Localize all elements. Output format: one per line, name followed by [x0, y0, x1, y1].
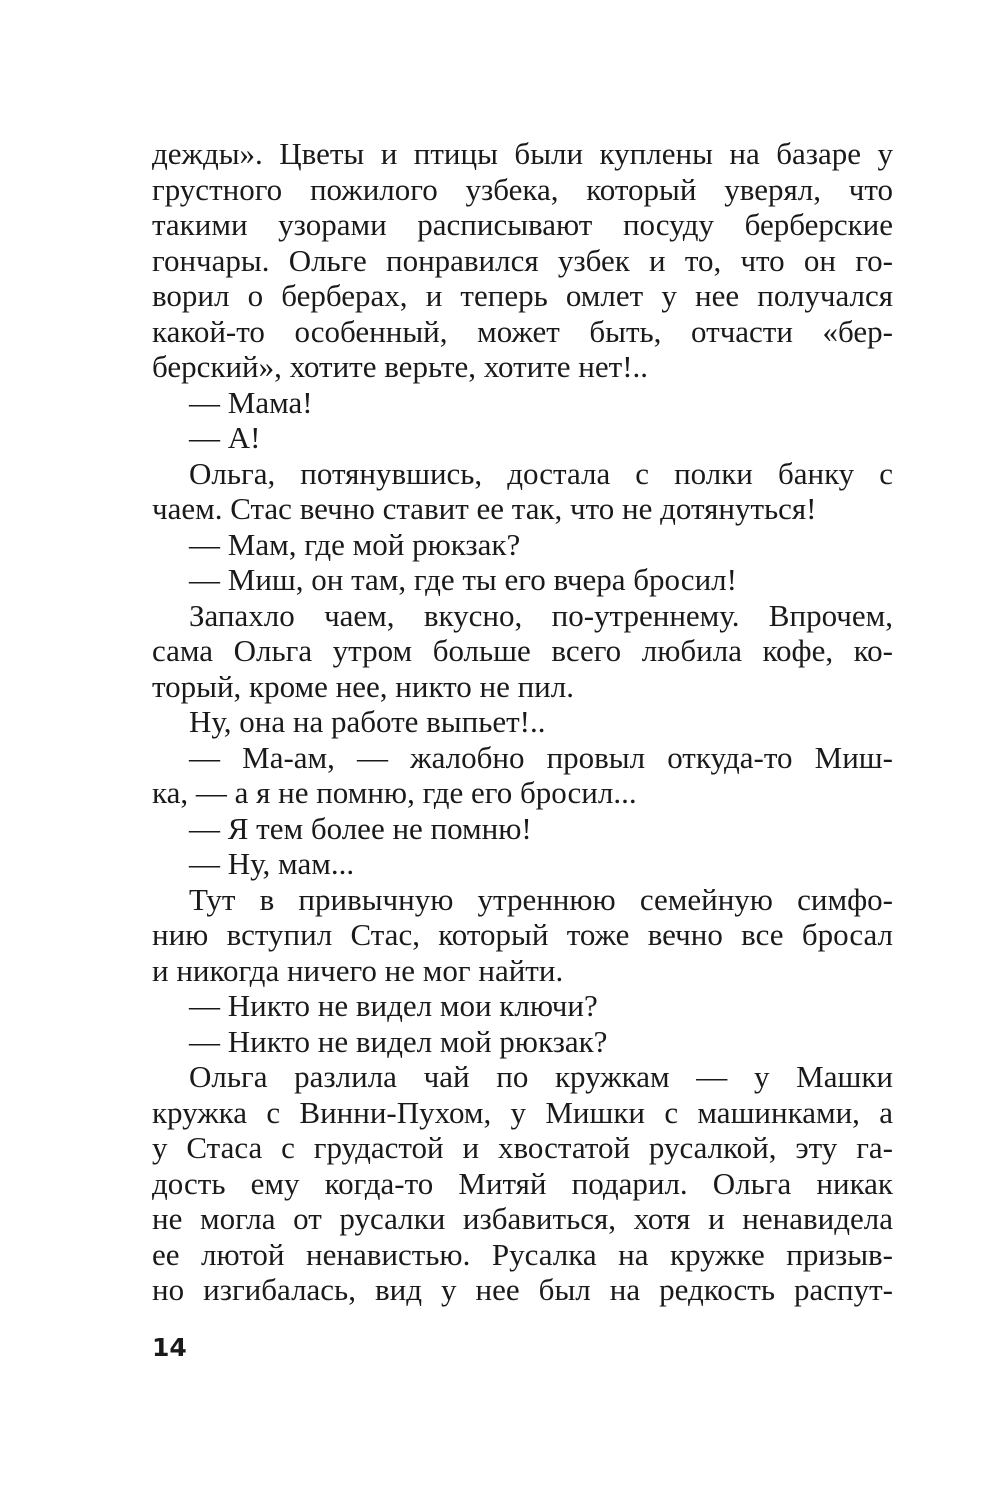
text-line: Ну, она на работе выпьет!..: [189, 704, 546, 739]
text-line: — Ма-ам, — жалобно провыл откуда-то Миш-: [189, 739, 893, 775]
text-line: — Ну, мам...: [189, 846, 355, 881]
text-line: кружка с Винни-Пухом, у Мишки с машинками, а: [152, 1094, 893, 1130]
text-line: — Я тем более не помню!: [189, 810, 532, 846]
text-line: ее лютой ненавистью. Русалка на кружке призыв-: [152, 1236, 893, 1272]
text-line: сама Ольга утром больше всего любила кофе, ко-: [152, 633, 893, 668]
text-line: — Миш, он там, где ты его вчера бросил!: [189, 562, 737, 597]
text-line: дость ему когда-то Митяй подарил. Ольга никак: [152, 1165, 893, 1201]
text-line: — Мам, где мой рюкзак?: [189, 526, 521, 562]
text-line: какой-то особенный, может быть, отчасти «бер-: [152, 313, 893, 349]
text-line: дежды». Цветы и птицы были куплены на базаре у: [152, 136, 893, 171]
text-line: Ольга разлила чай по кружкам — у Машки: [189, 1059, 893, 1094]
text-line: нию вступил Стас, который тоже вечно все бросал: [152, 917, 893, 952]
text-line: ворил о берберах, и теперь омлет у нее получался: [152, 278, 893, 313]
text-line: не могла от русалки избавиться, хотя и ненавидела: [152, 1201, 893, 1236]
text-line: — Мама!: [189, 384, 313, 420]
text-line: и никогда ничего не мог найти.: [152, 952, 564, 988]
text-line: такими узорами расписывают посуду берберские: [152, 207, 893, 242]
text-line: Ольга, потянувшись, достала с полки банку с: [189, 455, 893, 491]
text-line: ка, — а я не помню, где его бросил...: [152, 775, 637, 810]
text-line: Запахло чаем, вкусно, по-утреннему. Впрочем,: [189, 597, 893, 633]
page-body: [152, 136, 893, 1308]
page-number: 14: [152, 1333, 187, 1362]
text-line: у Стаса с грудастой и хвостатой русалкой, эту га-: [152, 1130, 893, 1165]
text-line: — А!: [189, 420, 261, 455]
text-line: Тут в привычную утреннюю семейную симфо-: [189, 881, 893, 917]
text-line: берский», хотите верьте, хотите нет!..: [152, 349, 649, 384]
text-line: чаем. Стас вечно ставит ее так, что не дотянуться!: [152, 491, 817, 526]
text-line: — Никто не видел мой рюкзак?: [189, 1023, 608, 1059]
text-line: — Никто не видел мои ключи?: [189, 988, 598, 1023]
text-line: грустного пожилого узбека, который уверял, что: [152, 171, 893, 207]
text-line: но изгибалась, вид у нее был на редкость распут-: [152, 1272, 893, 1307]
text-line: торый, кроме нее, никто не пил.: [152, 668, 574, 704]
text-line: гончары. Ольге понравился узбек и то, что он го-: [152, 242, 893, 278]
